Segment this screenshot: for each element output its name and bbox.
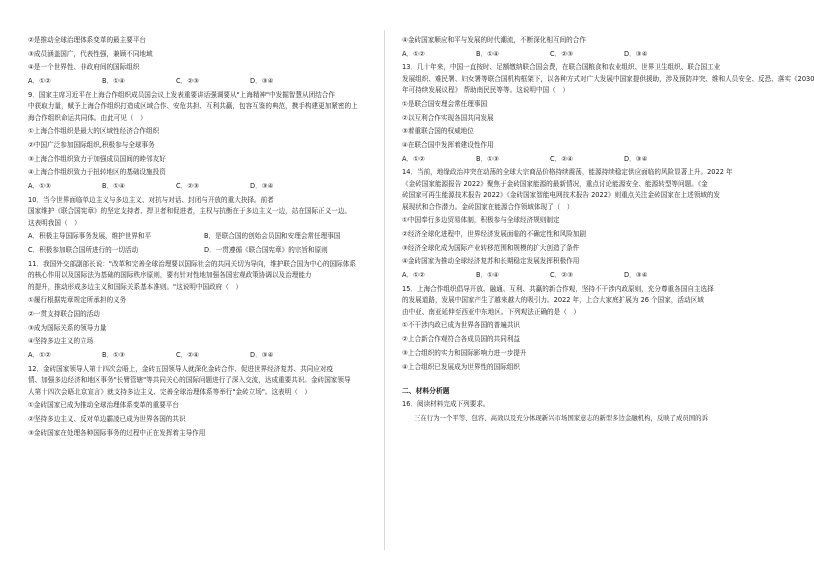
question-11-text: 的提升，推动形成多边主义和国际关系基本准则。"这说明中国政府（ ） <box>28 282 243 291</box>
question-16-title: 16．阅读材料完成下列要求。 <box>402 399 490 408</box>
right-column <box>402 36 814 423</box>
option-line: ②坚持多边主义、反对单边霸凌已成为世界各国的共识 <box>28 415 186 424</box>
option-line: ②以互利合作实现各国共同发展 <box>402 113 494 122</box>
question-14-text: 展现状和合作潜力。金砖国家在能源合作领域体现了（ ） <box>402 202 574 211</box>
option-line: ③成为国际关系的领导力量 <box>28 323 107 332</box>
choice-d: D．③④ <box>624 154 648 163</box>
option-line: ②经济全球化进程中，世界经济发展面临的不确定性和风险加剧 <box>402 230 586 239</box>
question-9-text: 海合作组织命运共同体。由此可见（ ） <box>28 113 147 122</box>
question-10-text: 10．当今世界面临单边主义与多边主义、对抗与对话、封闭与开放的重大抉择。前者 <box>28 195 274 204</box>
answer-choices <box>402 271 762 280</box>
choice-b: B．①④ <box>476 49 499 58</box>
choice-b: B．①④ <box>476 271 499 280</box>
choice-d: D．③④ <box>250 182 274 191</box>
option-line: ③经济全球化成为国际产业转移范围和规模的扩大创造了条件 <box>402 243 580 252</box>
choice-b: B．①④ <box>102 182 125 191</box>
answer-choices <box>28 246 388 255</box>
option-line: ③成员涵盖国广，代表性强，兼顾不同地域 <box>28 49 153 58</box>
choice-d: D．③④ <box>250 77 274 86</box>
question-15-text: 15．上海合作组织倡导开放、融通、互利、共赢的新合作观，坚持不干涉内政原则，充分尊重各国自主选择 <box>402 284 714 293</box>
choice-b: B．①③ <box>102 351 125 360</box>
option-line: ④上海合作组织致力于扭转地区的基础设施投资 <box>28 168 166 177</box>
choice-a: A．①② <box>28 77 51 86</box>
choice-b: B．①④ <box>102 77 125 86</box>
option-line: ④上合组织已发展成为世界性的国际组织 <box>402 362 521 371</box>
choice-a: A．①② <box>402 271 425 280</box>
answer-choices <box>28 351 388 360</box>
question-13-text: 发展组织、难民署、妇女署等联合国机构框架下，以各种方式对广大发展中国家提供援助，涉及预防冲突、维和人员安全、反恐、落实《2030 <box>402 74 814 83</box>
option-line: ①不干涉内政已成为世界各国的普遍共识 <box>402 321 521 330</box>
choice-b: B．是联合国的创始会员国和安理会常任理事国 <box>204 232 341 241</box>
question-10-text: 这表明我国（ ） <box>28 218 81 227</box>
choice-c: C．②③ <box>176 182 200 191</box>
option-line: ①中国奉行多边贸易体制，积极参与全球经济规则制定 <box>402 216 560 225</box>
choice-d: D．③④ <box>624 271 648 280</box>
left-column <box>28 36 388 442</box>
option-line: ②中国广泛参加国际组织,积极参与全球事务 <box>28 141 155 150</box>
choice-c: C．②③ <box>176 77 200 86</box>
question-11-text: 11．我国外交部副部长说："改革和完善全球治理要以国际社会的共同关切为导向，维护联合国为中心的国际体系 <box>28 259 356 268</box>
choice-c: C．②④ <box>550 154 574 163</box>
option-line: ①履行根据宪章规定所承担的义务 <box>28 296 127 305</box>
option-line: ②一贯支持联合国的活动 <box>28 309 100 318</box>
question-15-text: 的发展道路，发展中国家产生了越来越大的吸引力。2022 年，上合大家庭扩展为 26 个国家，活动区域 <box>402 296 704 305</box>
question-12-text: 人第十四次会晤北京宣言》就支持多边主义、完善全球治理体系等举行"金砖立场"。这表明（ ） <box>28 387 312 396</box>
question-10-text: 国家维护《联合国宪章》的坚定支持者、捍卫者和促进者，主权与抗衡在于多边主义一边，站在国际正义一边。 <box>28 207 352 216</box>
question-12-text: 情、加强多边经济和地区事务"长臂管辖"等共同关心的国际问题进行了深入交流，达成重要共识。金砖国家领导 <box>28 376 351 385</box>
question-14-text: 砖国家可再生能源技术报告 2022》《金砖国家智能电网技术报告 2022》则重点关注金砖国家在上述领域的发 <box>402 191 720 200</box>
question-13-text: 年可持续发展议程》 帮助南民民等等。这说明中国（ ） <box>402 86 569 95</box>
option-line: ④金砖国家为推动全球经济复苏和长期稳定发展发挥积极作用 <box>402 257 580 266</box>
choice-a: A．①② <box>28 351 51 360</box>
question-14-text: 《金砖国家能源报告 2022》聚焦于金砖国家能源的最新情况，重点讨论能源安全、能源转型等问题。《金 <box>402 179 708 188</box>
choice-a: A．积极主导国际事务发展，维护世界和平 <box>28 232 152 241</box>
question-13-text: 13．几十年来，中国一直按时、足额缴纳联合国会费，在联合国粮食和农业组织、世界卫生组织、联合国工业 <box>402 63 721 72</box>
option-line: ①是联合国安理会常任理事国 <box>402 99 488 108</box>
answer-choices <box>28 77 388 86</box>
question-9-text: 9．国家主席习近平在上海合作组织成员国会议上发表重要讲话强调要从"上海精神"中发掘智慧从团结合作 <box>28 90 335 99</box>
question-9-text: 中获取力量，赋予上海合作组织打造成区域合作、安危共担、互利共赢，包容互鉴的典范，携手构建更加紧密的上 <box>28 102 358 111</box>
option-line: ③金砖国家在处理各种国际事务的过程中正在发挥着主导作用 <box>28 428 206 437</box>
option-line: ②是推动全球治理体系变革的最主要平台 <box>28 36 147 44</box>
question-14-text: 14．当前，地缘政治冲突在动荡的全球大宗商品价格持续震荡，能源持续稳定供应面临的风险显著上升。2022 年 <box>402 168 733 177</box>
section-heading: 二、材料分析题 <box>402 386 450 395</box>
choice-d: D．③④ <box>624 49 648 58</box>
option-line: ①上海合作组织是最大的区域性经济合作组织 <box>28 127 160 136</box>
option-line: ④坚持多边主义的立场 <box>28 337 94 346</box>
question-11-text: 的核心作用以及国际法为基础的国际秩序原则，要有针对性地加强各国宏观政策协调以及治理能力 <box>28 271 312 280</box>
answer-choices <box>28 182 388 191</box>
choice-c: C．②③ <box>550 271 574 280</box>
choice-d: D．③④ <box>250 351 274 360</box>
option-line: ③上海合作组织致力于加强成员国间的睦邻友好 <box>28 154 166 163</box>
option-line: ①金砖国家已成为推动全球治理体系变革的重要平台 <box>28 401 179 410</box>
choice-c: C．积极参加联合国所进行的一切活动 <box>28 246 139 255</box>
question-12-text: 12．金砖国家领导人第十四次会晤上，金砖五国领导人就深化金砖合作、促进世界经济复苏、共同应对疫 <box>28 364 334 373</box>
choice-a: A．①② <box>402 154 425 163</box>
answer-choices <box>402 50 762 59</box>
choice-b: B．①③ <box>476 154 499 163</box>
choice-a: A．①② <box>402 49 425 58</box>
choice-a: A．①③ <box>28 182 51 191</box>
option-line: ④在联合国中发挥着建设性作用 <box>402 141 494 150</box>
choice-c: C．②④ <box>176 351 200 360</box>
question-16-material: 三在行为一个平等、包容、高效以及充分体现新兴市场国家意志的新型多边金融机构，反映了成员国的诉 <box>414 413 708 422</box>
option-line: ④金砖国家顺应和平与发展的时代潮流，不断深化相互间的合作 <box>402 36 586 44</box>
question-15-text: 由中亚、南亚延伸至西亚中东地区。下列观法正确的是（ ） <box>402 307 581 316</box>
answer-choices <box>402 155 762 164</box>
choice-c: C．②③ <box>550 49 574 58</box>
answer-choices <box>28 232 388 241</box>
option-line: ③着重联合国的权威地位 <box>402 127 474 136</box>
option-line: ②上合新合作观符合各成员国的共同利益 <box>402 335 521 344</box>
choice-d: D．一贯遵循《联合国宪章》的宗旨和原则 <box>204 246 328 255</box>
option-line: ④是一个世界性、非政府间的国际组织 <box>28 63 140 72</box>
option-line: ③上合组织的实力和国际影响力进一步提升 <box>402 348 527 357</box>
